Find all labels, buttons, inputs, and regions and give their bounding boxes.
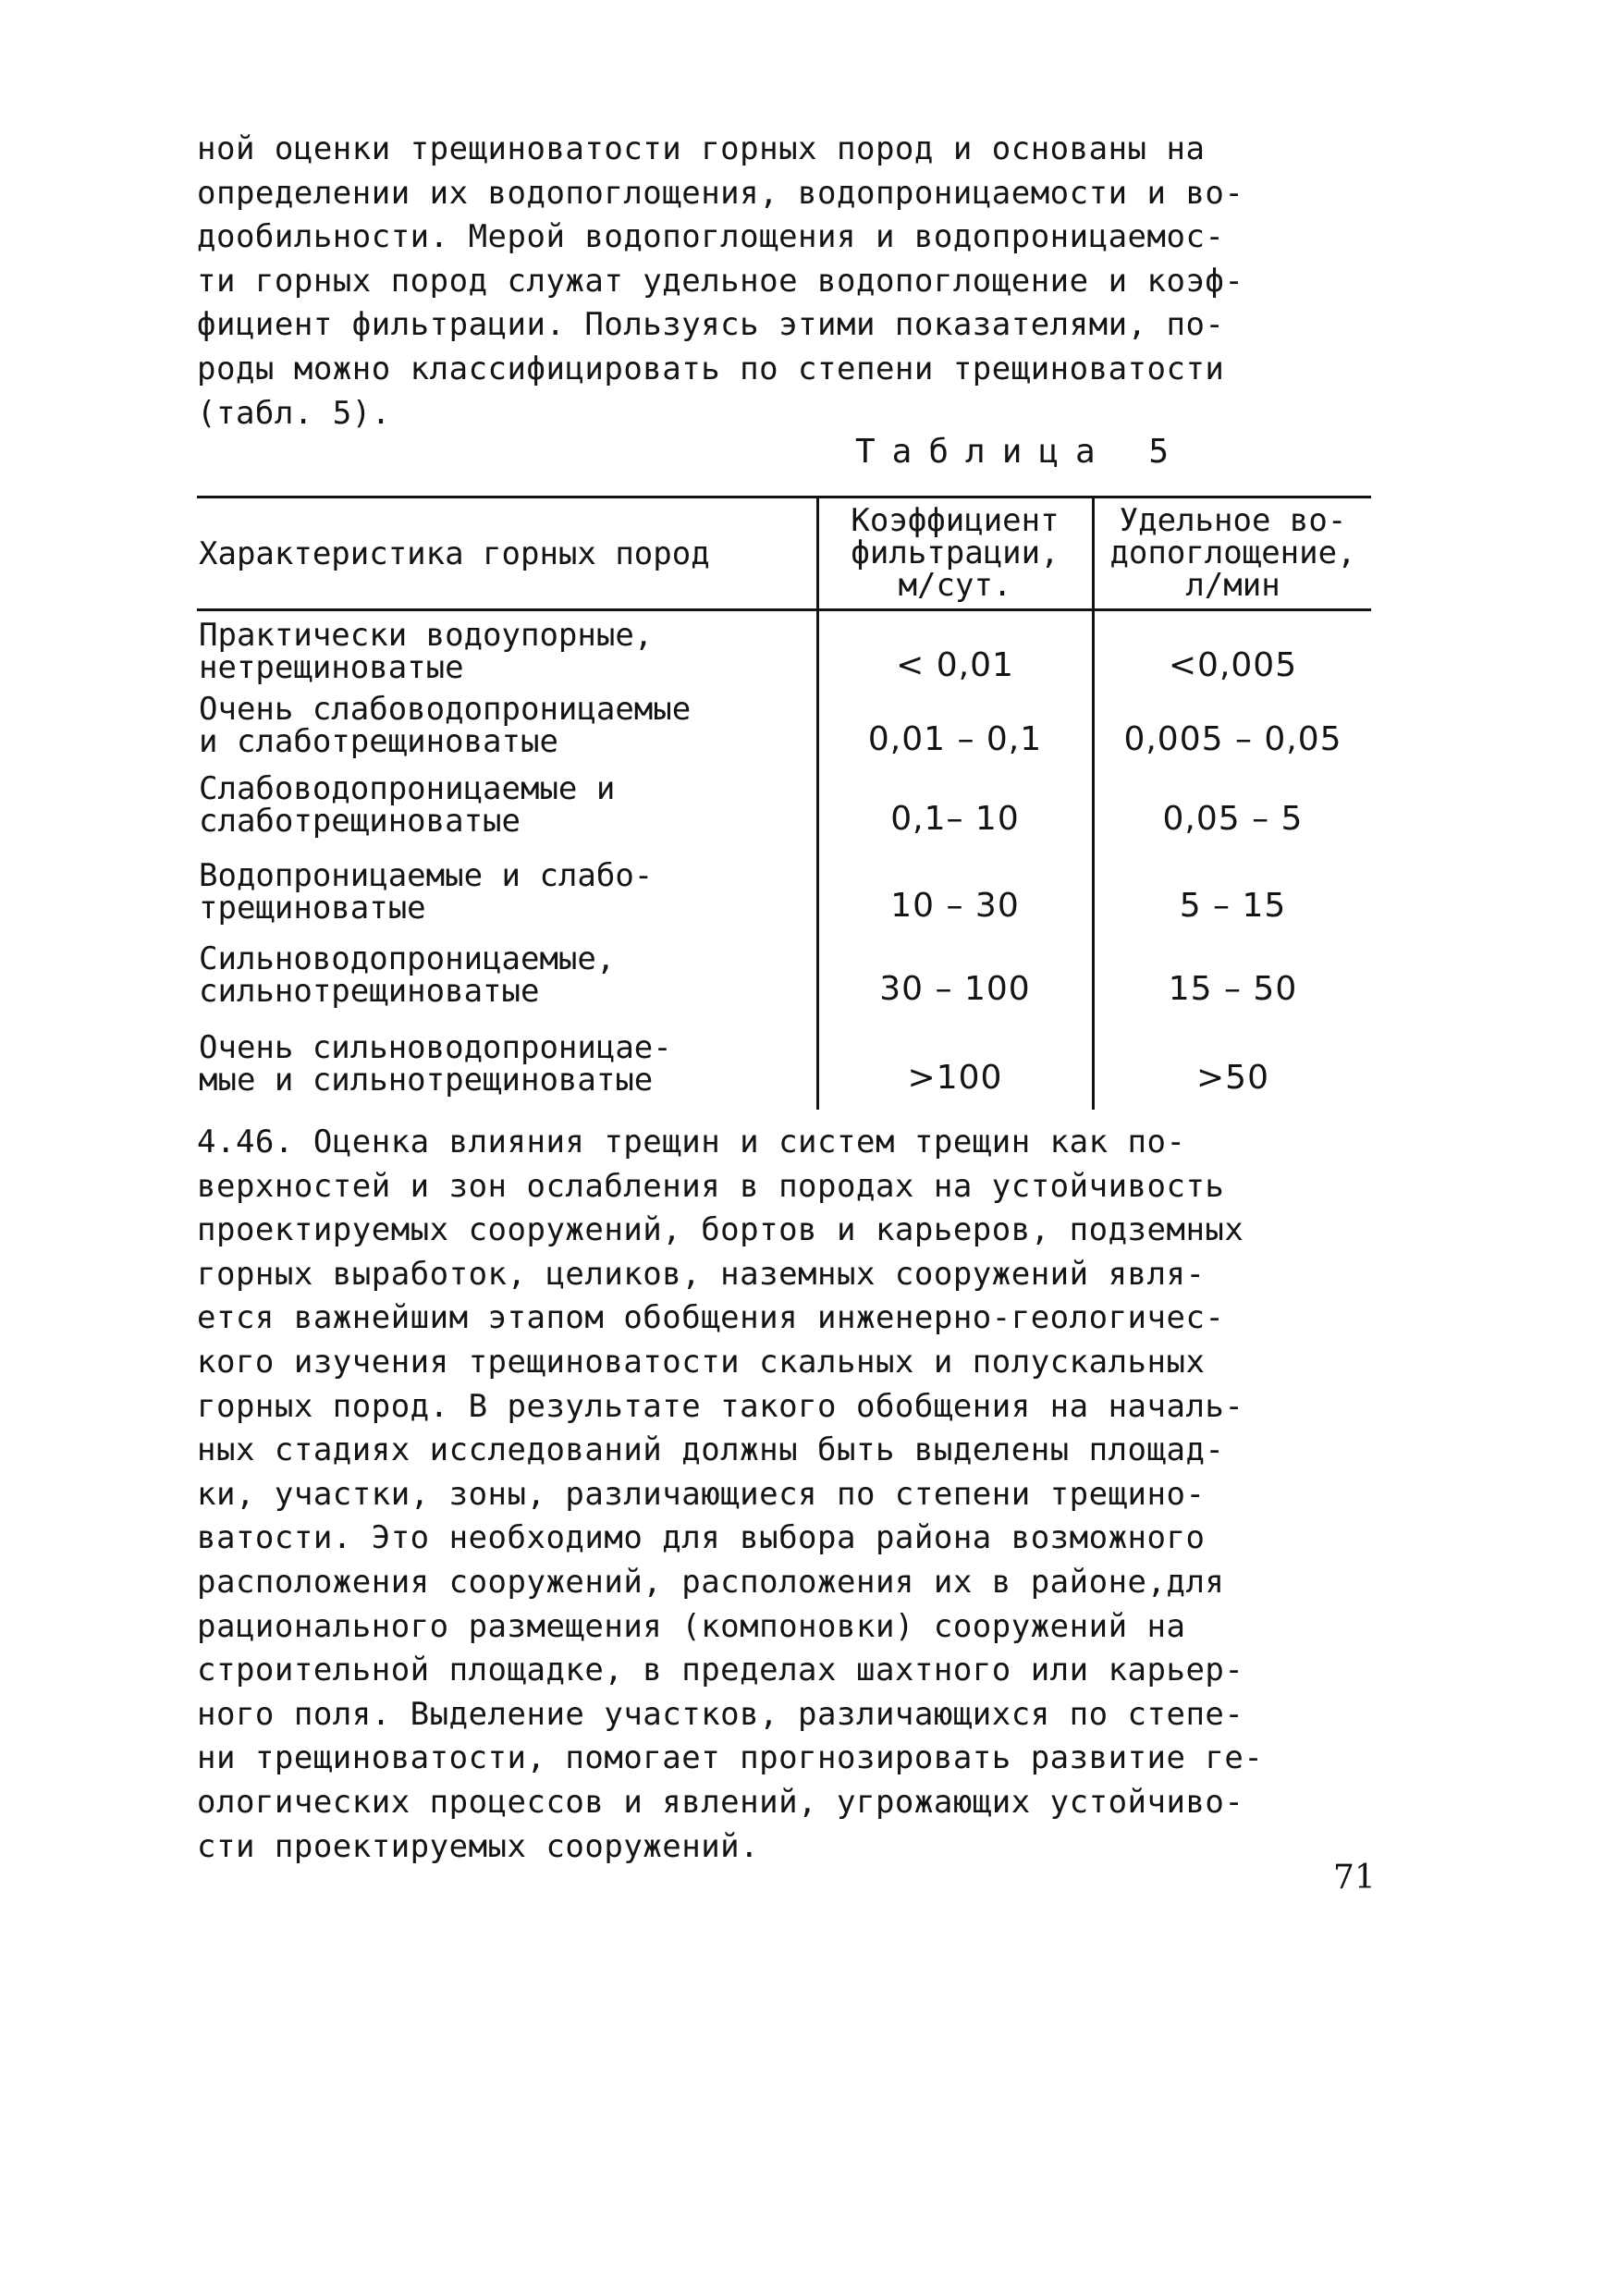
text-line: ватости. Это необходимо для выбора района возможного: [197, 1519, 1206, 1557]
text-line: расположения сооружений, расположения их в районе,для: [197, 1563, 1225, 1601]
filtration-value: 10 – 30: [890, 887, 1020, 925]
table-header-rule: [197, 608, 1371, 611]
text-line: ных стадиях исследований должны быть выделены площад-: [197, 1431, 1225, 1469]
text-line: проектируемых сооружений, бортов и карьеров, подземных: [197, 1211, 1244, 1249]
header-line: фильтрации,: [851, 534, 1060, 571]
text-line: (табл. 5).: [197, 394, 391, 432]
table-row-label: [199, 691, 692, 760]
text-line: определении их водопоглощения, водопроницаемости и во-: [197, 174, 1244, 212]
label-line: Практически водоупорные,: [199, 617, 654, 654]
text-line: верхностей и зон ослабления в породах на устойчивость: [197, 1167, 1225, 1205]
filtration-value: 0,1– 10: [890, 800, 1020, 838]
label-line: Слабоводопроницаемые и: [199, 770, 616, 807]
header-characteristic: Характеристика горных пород: [199, 535, 710, 572]
text-line: фициент фильтрации. Пользуясь этими показателями, по-: [197, 306, 1225, 344]
filtration-value: < 0,01: [896, 646, 1014, 684]
text-line: дообильности. Мерой водопоглощения и водопроницаемос-: [197, 218, 1225, 256]
text-line: ной оценки трещиноватости горных пород и основаны на: [197, 130, 1206, 167]
label-line: Водопроницаемые и слабо-: [199, 857, 654, 894]
label-line: нетрещиноватые: [199, 649, 464, 686]
label-line: трещиноватые: [199, 890, 426, 927]
text-line: роды можно классифицировать по степени трещиноватости: [197, 350, 1225, 387]
absorption-value: <0,005: [1168, 646, 1298, 684]
header-filtration: [818, 502, 1092, 604]
label-line: и слаботрещиноватые: [199, 723, 558, 760]
label-line: сильнотрещиноватые: [199, 973, 540, 1010]
table-row-label: [199, 940, 616, 1010]
paragraph-bottom: [197, 1121, 1408, 1869]
table-caption: Таблица 5: [855, 433, 1186, 471]
header-line: Удельное во-: [1119, 502, 1347, 539]
header-line: м/сут.: [898, 567, 1012, 604]
classification-table: [197, 496, 1371, 1110]
absorption-value: 5 – 15: [1179, 887, 1287, 925]
absorption-value: >50: [1196, 1059, 1269, 1097]
paragraph-top: [197, 128, 1408, 436]
text-line: сти проектируемых сооружений.: [197, 1827, 760, 1865]
header-line: допоглощение,: [1109, 534, 1356, 571]
filtration-value: >100: [907, 1059, 1003, 1097]
text-line: рационального размещения (компоновки) сооружений на: [197, 1607, 1186, 1645]
text-line: горных пород. В результате такого обобщения на началь-: [197, 1387, 1244, 1425]
label-line: Очень слабоводопроницаемые: [199, 691, 692, 728]
page-number: 71: [1333, 1859, 1376, 1897]
absorption-value: 0,05 – 5: [1162, 800, 1304, 838]
text-line: 4.46. Оценка влияния трещин и систем трещин как по-: [197, 1123, 1186, 1160]
label-line: Сильноводопроницаемые,: [199, 940, 616, 977]
text-line: ни трещиноватости, помогает прогнозировать развитие ге-: [197, 1739, 1264, 1777]
header-absorption: [1095, 502, 1371, 604]
table-row-label: [199, 770, 616, 840]
text-line: ологических процессов и явлений, угрожающих устойчиво-: [197, 1783, 1244, 1821]
text-line: ки, участки, зоны, различающиеся по степени трещино-: [197, 1475, 1206, 1513]
absorption-value: 15 – 50: [1168, 970, 1298, 1008]
text-line: строительной площадке, в пределах шахтного или карьер-: [197, 1651, 1244, 1689]
header-line: Коэффициент: [851, 502, 1060, 539]
label-line: мые и сильнотрещиноватые: [199, 1062, 654, 1099]
absorption-value: 0,005 – 0,05: [1123, 720, 1342, 758]
table-row-label: [199, 617, 654, 686]
table-row-label: [199, 857, 654, 927]
text-line: ти горных пород служат удельное водопоглощение и коэф-: [197, 262, 1244, 300]
filtration-value: 30 – 100: [879, 970, 1031, 1008]
filtration-value: 0,01 – 0,1: [867, 720, 1043, 758]
table-top-rule: [197, 496, 1371, 498]
text-line: горных выработок, целиков, наземных сооружений явля-: [197, 1255, 1206, 1293]
text-line: ного поля. Выделение участков, различающихся по степе-: [197, 1695, 1244, 1733]
label-line: Очень сильноводопроницае-: [199, 1029, 672, 1066]
header-line: л/мин: [1185, 567, 1280, 604]
text-line: ется важнейшим этапом обобщения инженерно-геологичес-: [197, 1299, 1225, 1337]
text-line: кого изучения трещиноватости скальных и полускальных: [197, 1343, 1206, 1381]
table-row-label: [199, 1029, 672, 1099]
label-line: слаботрещиноватые: [199, 803, 521, 840]
